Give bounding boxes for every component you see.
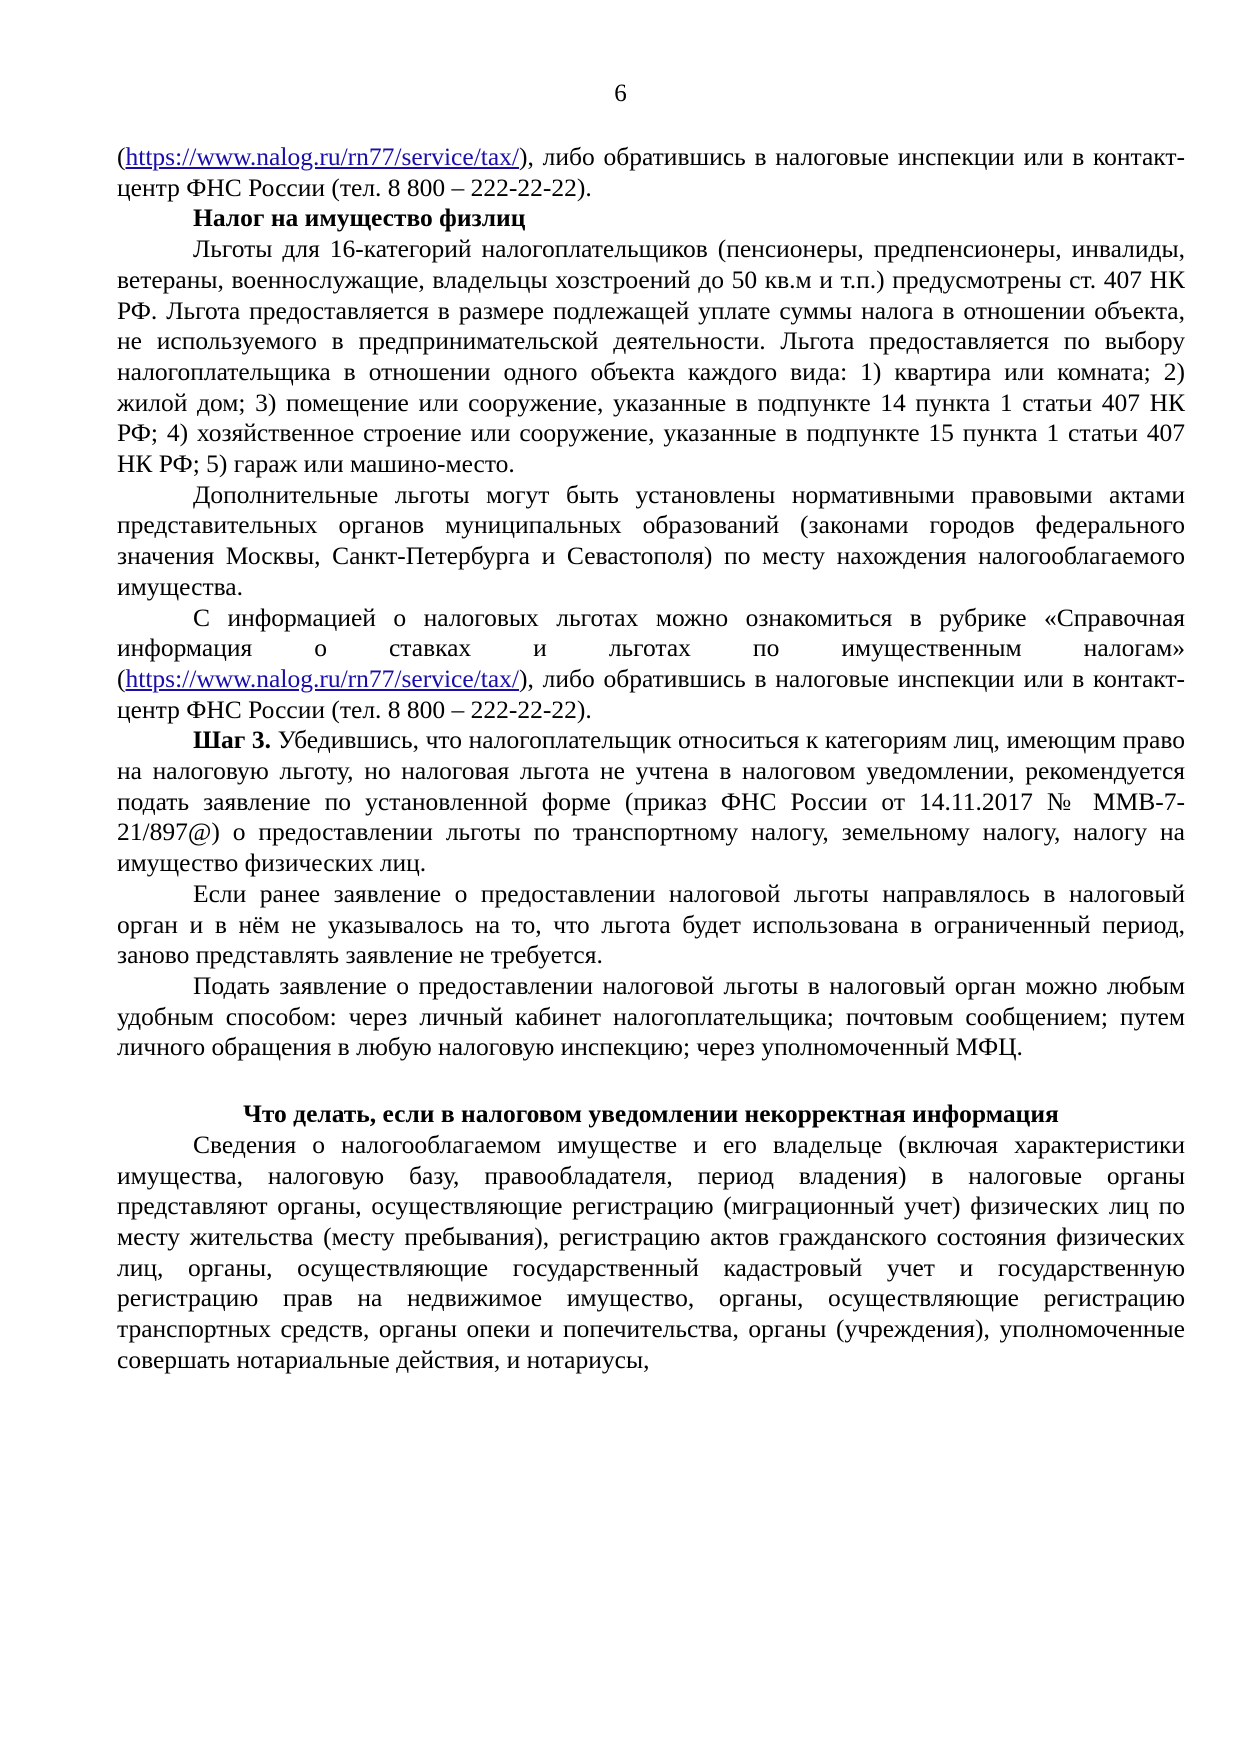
paragraph-additional-benefits: Дополнительные льготы могут быть установлены нормативными правовыми актами представительных органов муниципальных образований (законами городов федерального значения Москвы, Санкт-Петербурга и Севастополя) по месту нахождения налогооблагаемого имущества. xyxy=(117,479,1185,601)
paragraph-text: ), либо обратившись в налоговые инспекции или в контакт-центр ФНС России (тел. 8 800 – 222-22-22). xyxy=(117,142,1185,202)
section-heading-incorrect-info: Что делать, если в налоговом уведомлении некорректная информация xyxy=(243,1099,1059,1129)
paragraph-step-3 xyxy=(117,725,1185,879)
paragraph-text: С информацией о налоговых льготах можно ознакомиться в рубрике «Справочная информация о ставках и льготах по имущественным налогам» ( xyxy=(117,602,1185,693)
nalog-link[interactable]: https://www.nalog.ru/rn77/service/tax/ xyxy=(125,663,520,693)
nalog-link[interactable]: https://www.nalog.ru/rn77/service/tax/ xyxy=(125,142,520,171)
section-heading-property-tax: Налог на имущество физлиц xyxy=(193,203,526,233)
page-number: 6 xyxy=(614,80,627,107)
open-paren: ( xyxy=(117,142,126,171)
paragraph-contact-info xyxy=(117,142,1185,203)
paragraph-data-sources: Сведения о налогооблагаемом имуществе и его владельце (включая характеристики имущества, налоговую базу, правообладателя, период владения) в налоговые органы представляют органы, осуществляющие регистрацию (миграционный учет) физических лиц по месту жительства (месту пребывания), регистрацию актов гражданского состояния физических лиц, органы, осуществляющие государственный кадастровый учет и государственную регистрацию прав на недвижимое имущество, органы, осуществляющие регистрацию транспортных средств, органы опеки и попечительства, органы (учреждения), уполномоченные совершать нотариальные действия, и нотариусы, xyxy=(117,1129,1185,1374)
step-label: Шаг 3. xyxy=(193,725,272,755)
paragraph-reference-info xyxy=(117,603,1185,726)
paragraph-text: ), либо обратившись в налоговые инспекции или в контакт-центр ФНС России (тел. 8 800 – 222-22-22). xyxy=(117,663,1185,724)
paragraph-previous-application: Если ранее заявление о предоставлении налоговой льготы направлялось в налоговый орган и в нём не указывалось на то, что льгота будет использована в ограниченный период, заново представлять заявление не требуется. xyxy=(117,878,1185,970)
paragraph-benefits-407: Льготы для 16-категорий налогоплательщиков (пенсионеры, предпенсионеры, инвалиды, ветераны, военнослужащие, владельцы хозстроений до 50 кв.м и т.п.) предусмотрены ст. 407 НК РФ. Льгота предоставляется в размере подлежащей уплате суммы налога в отношении объекта, не используемого в предпринимательской деятельности. Льгота предоставляется по выбору налогоплательщика в отношении одного объекта каждого вида: 1) квартира или комната; 2) жилой дом; 3) помещение или сооружение, указанные в подпункте 14 пункта 1 статьи 407 НК РФ; 4) хозяйственное строение или сооружение, указанные в подпункте 15 пункта 1 статьи 407 НК РФ; 5) гараж или машино-место. xyxy=(117,234,1185,479)
paragraph-text: Убедившись, что налогоплательщик относиться к категориям лиц, имеющим право на налоговую льготу, но налоговая льгота не учтена в налоговом уведомлении, рекомендуется подать заявление по установленной форме (приказ ФНС России от 14.11.2017 № ММВ-7-21/897@) о предоставлении льготы по транспортному налогу, земельному налогу, налогу на имущество физических лиц. xyxy=(117,725,1185,878)
document-body xyxy=(117,142,1185,1375)
paragraph-submit-methods: Подать заявление о предоставлении налоговой льготы в налоговый орган можно любым удобным способом: через личный кабинет налогоплательщика; почтовым сообщением; путем личного обращения в любую налоговую инспекцию; через уполномоченный МФЦ. xyxy=(117,970,1185,1062)
